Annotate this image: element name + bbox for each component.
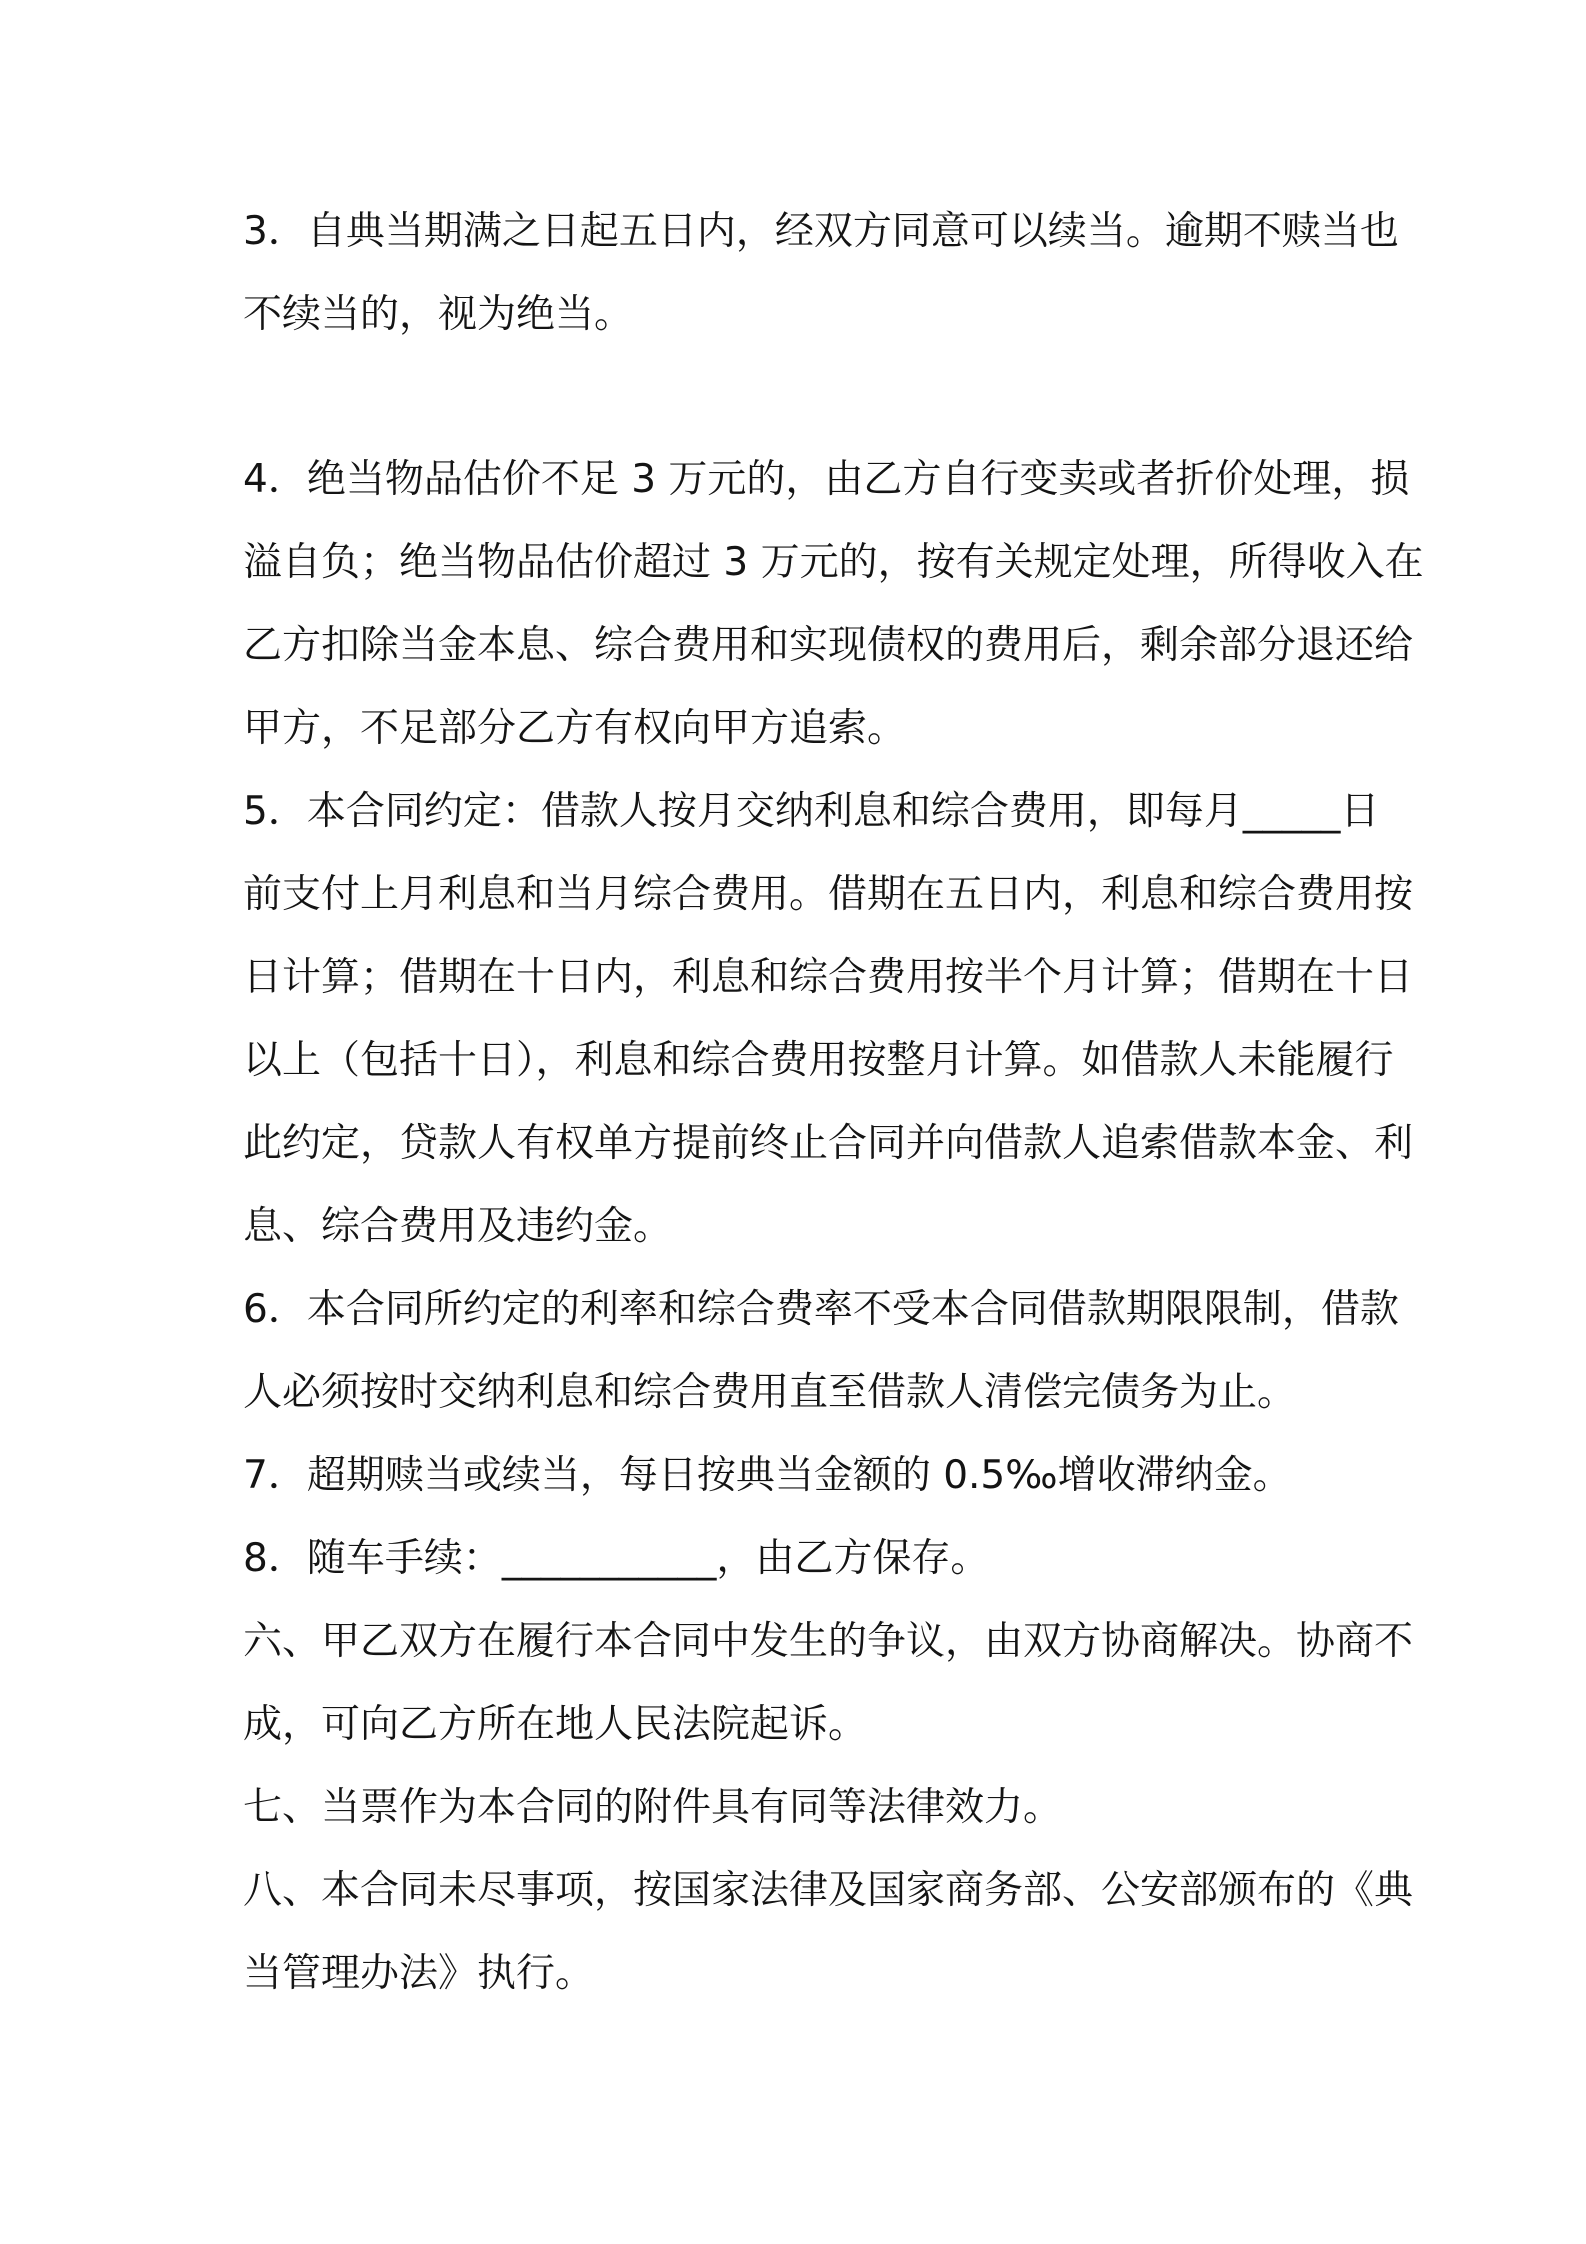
clause-line: 8．随车手续：___________，由乙方保存。 <box>243 1536 990 1581</box>
clause-line: 3．自典当期满之日起五日内，经双方同意可以续当。逾期不赎当也 <box>243 209 1399 254</box>
clause-3 <box>243 190 1399 356</box>
clause-line: 甲方，不足部分乙方有权向甲方追索。 <box>243 706 907 751</box>
clause-8 <box>243 1517 1363 1600</box>
clause-line: 溢自负；绝当物品估价超过 3 万元的，按有关规定处理，所得收入在 <box>243 540 1424 585</box>
clause-line: 6．本合同所约定的利率和综合费率不受本合同借款期限限制，借款 <box>243 1287 1399 1332</box>
clause-4 <box>243 438 1424 770</box>
clause-line: 此约定，贷款人有权单方提前终止合同并向借款人追索借款本金、利 <box>243 1121 1414 1166</box>
clause-5 <box>243 770 1414 1268</box>
clause-line: 5．本合同约定：借款人按月交纳利息和综合费用，即每月_____日 <box>243 789 1380 834</box>
clause-line: 以上（包括十日），利息和综合费用按整月计算。如借款人未能履行 <box>243 1038 1394 1083</box>
section-7 <box>243 1766 1363 1849</box>
clause-line: 人必须按时交纳利息和综合费用直至借款人清偿完债务为止。 <box>243 1370 1297 1415</box>
clause-line: 当管理办法》执行。 <box>243 1951 595 1996</box>
clause-line: 前支付上月利息和当月综合费用。借期在五日内，利息和综合费用按 <box>243 872 1414 917</box>
clause-6 <box>243 1268 1399 1434</box>
clause-line: 息、综合费用及违约金。 <box>243 1204 673 1249</box>
clause-line: 不续当的，视为绝当。 <box>243 292 634 337</box>
clause-line: 八、本合同未尽事项，按国家法律及国家商务部、公安部颁布的《典 <box>243 1868 1414 1913</box>
clause-line: 4．绝当物品估价不足 3 万元的，由乙方自行变卖或者折价处理，损 <box>243 457 1410 502</box>
clause-line: 日计算；借期在十日内，利息和综合费用按半个月计算；借期在十日 <box>243 955 1414 1000</box>
clause-line: 成，可向乙方所在地人民法院起诉。 <box>243 1702 868 1747</box>
section-6 <box>243 1600 1414 1766</box>
clause-line: 六、甲乙双方在履行本合同中发生的争议，由双方协商解决。协商不 <box>243 1619 1414 1664</box>
clause-7 <box>243 1434 1363 1517</box>
clause-line: 乙方扣除当金本息、综合费用和实现债权的费用后，剩余部分退还给 <box>243 623 1414 668</box>
clause-line: 7．超期赎当或续当，每日按典当金额的 0.5‰增收滞纳金。 <box>243 1453 1292 1498</box>
clause-line: 七、当票作为本合同的附件具有同等法律效力。 <box>243 1785 1063 1830</box>
section-8 <box>243 1849 1414 2015</box>
